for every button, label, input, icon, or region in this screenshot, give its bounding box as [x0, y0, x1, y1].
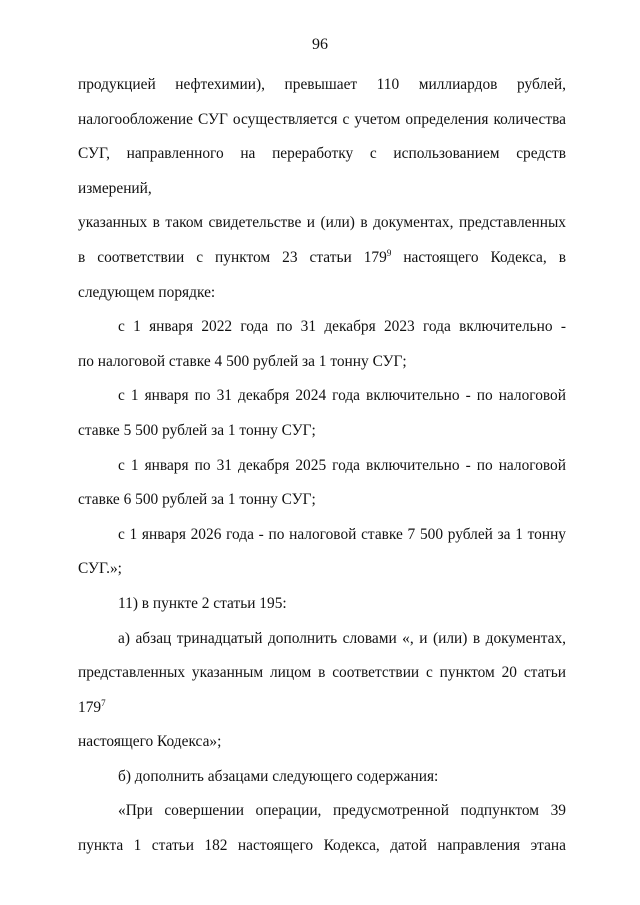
text-line: с 1 января 2022 года по 31 декабря 2023 года включительно -: [118, 318, 566, 336]
text-line: с 1 января по 31 декабря 2025 года включительно - по налоговой: [118, 456, 566, 474]
text-line: настоящего Кодекса»;: [78, 733, 222, 751]
document-body: [78, 68, 566, 864]
text-line: ставке 6 500 рублей за 1 тонну СУГ;: [78, 491, 316, 509]
text-fragment: в соответствии с пунктом 23 статьи 179: [78, 248, 387, 266]
text-line: 11) в пункте 2 статьи 195:: [118, 594, 287, 612]
text-line: по налоговой ставке 4 500 рублей за 1 тонну СУГ;: [78, 352, 407, 370]
text-line: «При совершении операции, предусмотренной подпунктом 39: [118, 802, 566, 820]
text-line: СУГ.»;: [78, 560, 122, 578]
text-line: указанных в таком свидетельстве и (или) в документах, представленных: [78, 214, 566, 232]
superscript: 9: [386, 247, 392, 258]
text-line: а) абзац тринадцатый дополнить словами «, и (или) в документах,: [118, 629, 566, 647]
text-line: пункта 1 статьи 182 настоящего Кодекса, датой направления этана: [78, 837, 566, 855]
text-line: [78, 241, 566, 276]
text-line: налогообложение СУГ осуществляется с учетом определения количества: [78, 110, 566, 128]
text-line: с 1 января по 31 декабря 2024 года включительно - по налоговой: [118, 387, 566, 405]
page-number: 96: [312, 36, 328, 53]
text-fragment: представленных указанным лицом в соответствии с пунктом 20 статьи 179: [78, 664, 566, 716]
text-line: с 1 января 2026 года - по налоговой ставке 7 500 рублей за 1 тонну: [118, 525, 566, 543]
text-line: [78, 656, 566, 725]
text-line: СУГ, направленного на переработку с использованием средств измерений,: [78, 145, 566, 197]
text-line: ставке 5 500 рублей за 1 тонну СУГ;: [78, 421, 316, 439]
text-line: продукцией нефтехимии), превышает 110 миллиардов рублей,: [78, 76, 566, 93]
text-fragment: настоящего Кодекса, в: [391, 248, 566, 266]
text-line: следующем порядке:: [78, 283, 216, 301]
text-line: б) дополнить абзацами следующего содержания:: [118, 767, 439, 785]
superscript: 7: [101, 697, 106, 708]
